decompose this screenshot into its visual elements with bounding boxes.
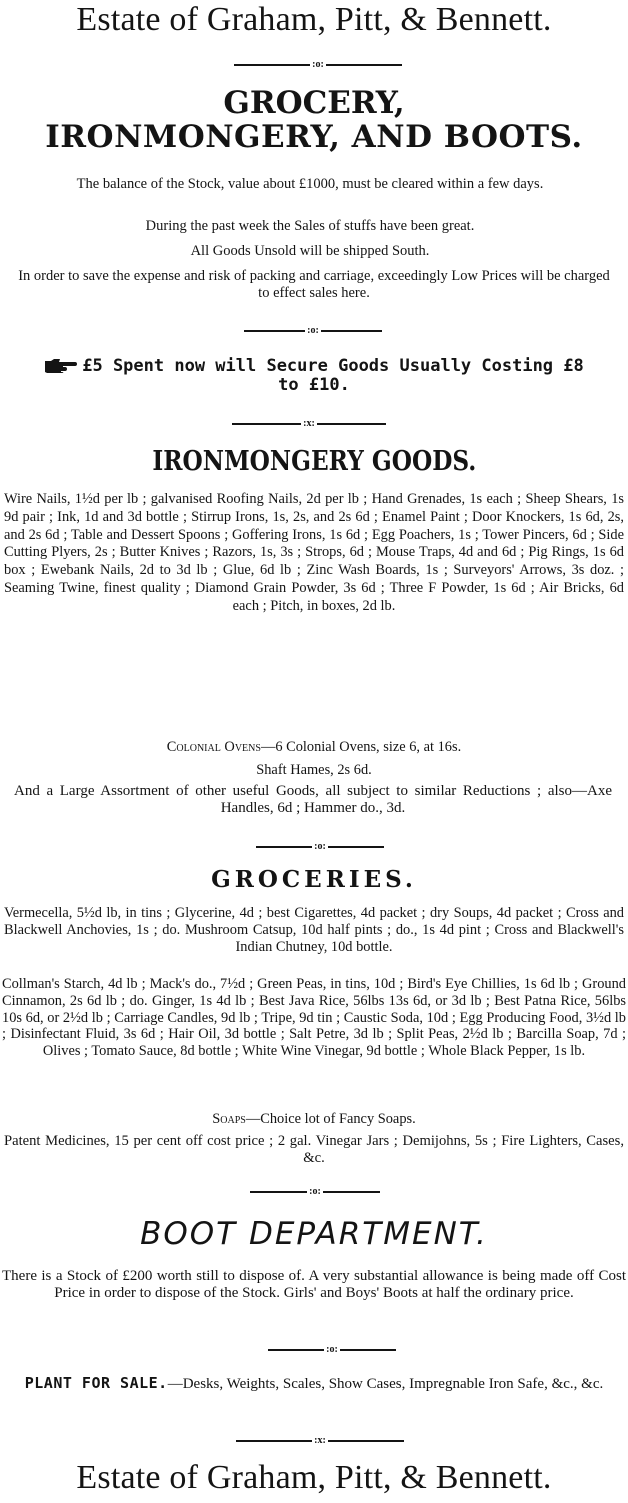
separator: :o:: [234, 60, 402, 70]
intro-line: During the past week the Sales of stuffs have been great.: [145, 218, 475, 234]
intro-text: [60, 218, 560, 235]
ironmongery-list: Wire Nails, 1½d per lb ; galvanised Roofing Nails, 2d per lb ; Hand Grenades, 1s each ; Sheep Shears, 1s 9d pair ; Ink, 1d and 3d bottle ; Stirrup Irons, 1s, 2s, and 2s 6d ; Enamel Paint ; Door Knockers, 1s 6d, 2s, and 2s 6d ; Table and Dessert Spoons ; Goffering Irons, 1s 6d ; Egg Poachers, 1s ; Tower Pincers, 6d ; Side Cutting Plyers, 2s ; Butter Knives ; Razors, 1s, 3s ; Strops, 6d ; Mouse Traps, 4d and 6d ; Pig Rings, 1s 6d box ; Ewebank Nails, 2d to 3d lb ; Glue, 6d lb ; Zinc Wash Boards, 1s ; Surveyors' Arrows, 3s doz. ; Seaming Twine, finest quality ; Diamond Grain Powder, 3s 6d ; Three F Powder, 1s 6d ; Air Bricks, 6d each ; Pitch, in boxes, 2d lb.: [4, 491, 624, 614]
header-title: Estate of Graham, Pitt, & Bennett.: [76, 1, 552, 38]
colonial-ovens-label: Colonial Ovens: [166, 739, 261, 755]
intro-text: [60, 176, 560, 193]
assortment-text: And a Large Assortment of other useful Goods, all subject to similar Reductions ; also—Axe Handles, 6d ; Hammer do., 3d.: [14, 783, 612, 816]
groceries-list-2: Collman's Starch, 4d lb ; Mack's do., 7½d ; Green Peas, in tins, 10d ; Bird's Eye Chillies, 1s 6d lb ; Ground Cinnamon, 2s 6d lb ; do. Ginger, 1s 4d lb ; Best Java Rice, 56lbs 13s 6d, or 3d lb ; Best Patna Rice, 56lbs 10s 6d, or 2½d lb ; Carriage Candles, 9d lb ; Tripe, 9d tin ; Caustic Soda, 10d ; Egg Producing Food, 3½d lb ; Disinfectant Fluid, 3s 6d ; Hair Oil, 3d bottle ; Salt Petre, 3d lb ; Split Peas, 2½d lb ; Barcilla Soap, 7d ; Olives ; Tomato Sauce, 8d bottle ; White Wine Vinegar, 9d bottle ; Whole Black Pepper, 1s lb.: [2, 976, 626, 1060]
separator: :o:: [256, 842, 384, 852]
intro-text: [14, 268, 614, 301]
plant-lead: PLANT FOR SALE.: [24, 1374, 168, 1392]
separator: :x:: [232, 419, 386, 429]
soaps-label: Soaps: [212, 1111, 246, 1127]
intro-line: All Goods Unsold will be shipped South.: [190, 243, 430, 259]
ironmongery-heading: IRONMONGERY GOODS.: [151, 446, 476, 477]
promo-offer: [30, 357, 598, 395]
boot-text: There is a Stock of £200 worth still to dispose of. A very substantial allowance is being made off Cost Price in order to dispose of the Stock. Girls' and Boys' Boots at half the ordinary price.: [2, 1268, 626, 1301]
intro-text: [60, 243, 560, 260]
intro-line: In order to save the expense and risk of packing and carriage, exceedingly Low Prices will be charged to effect sales here.: [18, 268, 610, 301]
pointing-hand-icon: [44, 357, 78, 373]
soaps-text: —Choice lot of Fancy Soaps.: [245, 1111, 416, 1127]
groceries-heading: GROCERIES.: [211, 866, 417, 893]
shaft-hames: Shaft Hames, 2s 6d.: [256, 762, 372, 778]
separator: :x:: [236, 1436, 404, 1446]
footer-title: Estate of Graham, Pitt, & Bennett.: [76, 1459, 552, 1496]
plant-text: —Desks, Weights, Scales, Show Cases, Impregnable Iron Safe, &c., &c.: [167, 1376, 604, 1392]
separator: :o:: [268, 1345, 396, 1355]
promo-text: £5 Spent now will Secure Goods Usually Costing £8 to £10.: [82, 356, 584, 395]
intro-heading-line2: IRONMONGERY, AND BOOTS.: [45, 119, 583, 155]
plant-for-sale: [4, 1375, 624, 1393]
separator: :o:: [250, 1187, 380, 1197]
groceries-list-3: Patent Medicines, 15 per cent off cost price ; 2 gal. Vinegar Jars ; Demijohns, 5s ; Fire Lighters, Cases, &c.: [4, 1133, 624, 1166]
colonial-ovens-text: —6 Colonial Ovens, size 6, at 16s.: [260, 739, 462, 755]
boot-heading: BOOT DEPARTMENT.: [140, 1216, 488, 1252]
intro-line: The balance of the Stock, value about £1000, must be cleared within a few days.: [76, 176, 544, 192]
soaps-line: [60, 1111, 568, 1128]
separator: :o:: [244, 326, 382, 336]
intro-heading-line1: GROCERY,: [223, 85, 405, 121]
colonial-ovens: [100, 739, 528, 756]
groceries-list-1: Vermecella, 5½d lb, in tins ; Glycerine, 4d ; best Cigarettes, 4d packet ; dry Soups, 4d packet ; Cross and Blackwell Anchovies, 1s ; do. Mushroom Catsup, 10d half pints ; do., 1s 4d pint ; Cross and Blackwell's Indian Chutney, 10d bottle.: [4, 905, 624, 955]
